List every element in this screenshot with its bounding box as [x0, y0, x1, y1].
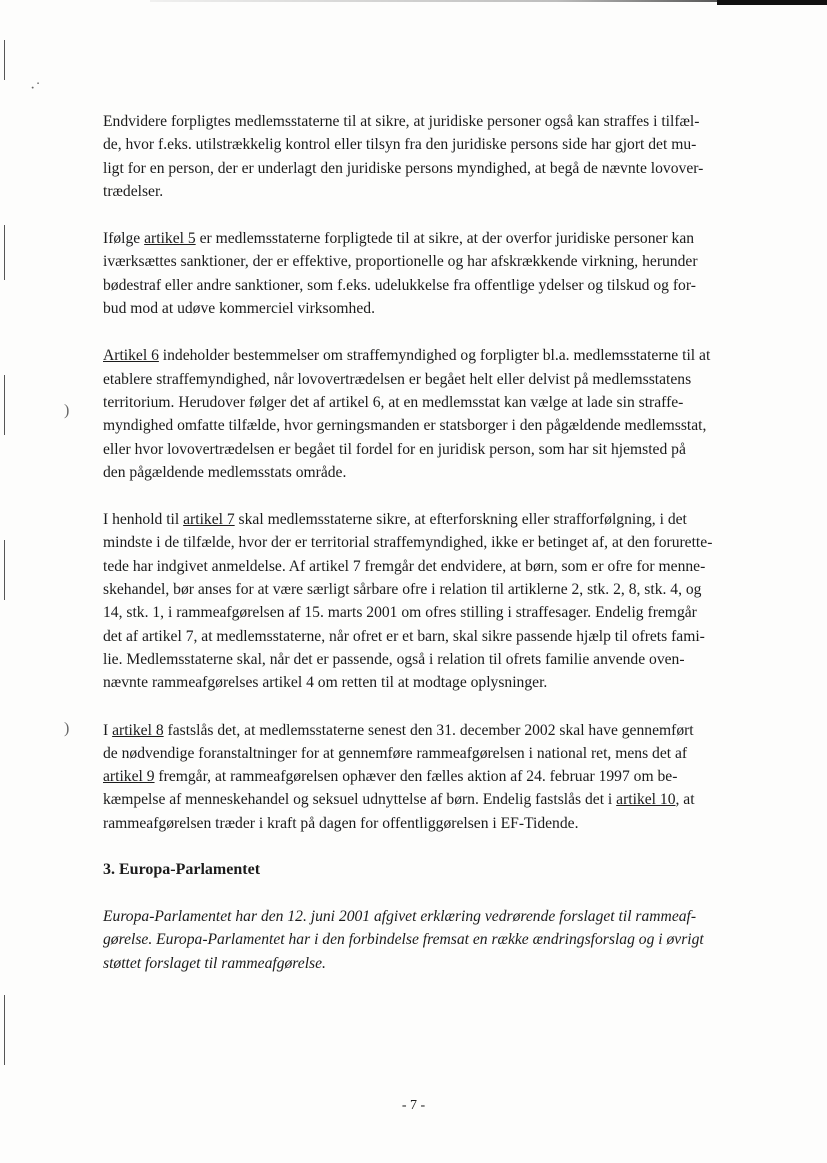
text-run: , at — [675, 791, 695, 809]
text-run: lie. Medlemsstaterne skal, når det er passende, også i relation til ofrets familie anvende oven- — [103, 650, 685, 668]
text-run: myndighed omfatte tilfælde, hvor gerningsmanden er statsborger i den pågældende medlemsstat, — [103, 417, 707, 435]
text-run: territorium. Herudover følger det af artikel 6, at en medlemsstat kan vælge at lade sin straffe- — [103, 393, 684, 411]
text-run: kæmpelse af menneskehandel og seksuel udnyttelse af børn. Endelig fastslås det i — [103, 791, 617, 809]
text-run: de nødvendige foranstaltninger for at gennemføre rammeafgørelsen i national ret, mens det af — [103, 744, 688, 762]
text-line — [103, 625, 763, 648]
text-line — [103, 905, 763, 928]
article-reference: artikel 7 — [183, 511, 235, 529]
text-line — [103, 601, 763, 624]
text-line — [103, 531, 763, 554]
text-line — [103, 110, 763, 133]
text-run: I henhold til — [103, 511, 184, 529]
text-run: skehandel, bør anses for at være særligt sårbare ofre i relation til artiklerne 2, stk. 2, 8, stk. 4, og — [103, 581, 702, 599]
text-line — [103, 250, 763, 273]
text-run: det af artikel 7, at medlemsstaterne, når ofret er et barn, skal sikre passende hjælp til ofrets fami- — [103, 627, 705, 645]
scan-mark: ) — [64, 720, 70, 737]
text-run: Ifølge — [103, 230, 145, 248]
text-line — [103, 133, 763, 156]
text-run: gørelse. Europa-Parlamentet har i den forbindelse fremsat en række ændringsforslag og i øvrigt — [103, 931, 704, 949]
text-run: iværksættes sanktioner, der er effektive, proportionelle og har afskrækkende virkning, herunder — [103, 253, 698, 271]
article-reference: Artikel 6 — [103, 347, 159, 365]
top-scan-rule-thick — [717, 0, 827, 5]
text-line — [103, 671, 763, 694]
text-line — [103, 648, 763, 671]
text-run: støttet forslaget til rammeafgørelse. — [103, 954, 326, 972]
section-heading: 3. Europa-Parlamentet — [103, 861, 261, 879]
page-number: - 7 - — [401, 1098, 426, 1113]
text-line — [103, 274, 763, 297]
text-run: fremgår, at rammeafgørelsen ophæver den fælles aktion af 24. februar 1997 om be- — [154, 768, 678, 786]
text-run: eller hvor lovovertrædelsen er begået til fordel for en juridisk person, som har sit hjemsted på — [103, 440, 686, 458]
text-line — [103, 297, 763, 320]
article-reference: artikel 8 — [112, 721, 164, 739]
text-line — [103, 461, 763, 484]
text-line — [103, 438, 763, 461]
text-run: I — [103, 721, 113, 739]
text-line — [103, 391, 763, 414]
text-line — [103, 788, 763, 811]
text-run: etablere straffemyndighed, når lovovertrædelsen er begået helt eller delvist på medlemsstatens — [103, 370, 692, 388]
text-line — [103, 508, 763, 531]
body-paragraph — [103, 719, 763, 835]
text-line — [103, 157, 763, 180]
section-paragraph — [103, 905, 763, 975]
text-run: rammeafgørelsen træder i kraft på dagen for offentliggørelsen i EF-Tidende. — [103, 814, 579, 832]
text-run: Europa-Parlamentet har den 12. juni 2001 afgivet erklæring vedrørende forslaget til rammeaf- — [103, 908, 697, 926]
text-line — [103, 180, 763, 203]
scan-speck: ·˙ — [30, 80, 41, 97]
left-scan-edge — [4, 995, 5, 1065]
text-run: tede har indgivet anmeldelse. Af artikel 7 fremgår det endvidere, at børn, som er ofre for menne- — [103, 557, 706, 575]
text-line — [103, 344, 763, 367]
text-run: ligt for en person, der er underlagt den juridiske persons myndighed, at begå de nævnte lovover- — [103, 159, 704, 177]
text-line — [103, 952, 763, 975]
text-line — [103, 555, 763, 578]
text-line — [103, 928, 763, 951]
text-line — [103, 742, 763, 765]
text-line — [103, 227, 763, 250]
paragraph-list — [103, 110, 763, 835]
article-reference: artikel 10 — [616, 791, 676, 809]
left-scan-edge — [4, 225, 5, 280]
text-run: er medlemsstaterne forpligtede til at sikre, at der overfor juridiske personer kan — [195, 230, 695, 248]
body-paragraph — [103, 344, 763, 484]
text-run: trædelser. — [103, 182, 164, 200]
text-run: nævnte rammeafgørelses artikel 4 om retten til at modtage oplysninger. — [103, 674, 548, 692]
text-run: indeholder bestemmelser om straffemyndighed og forpligter bl.a. medlemsstaterne til at — [158, 347, 711, 365]
text-run: mindste i de tilfælde, hvor der er territorial straffemyndighed, ikke er betinget af, at den forurette- — [103, 534, 713, 552]
text-run: fastslås det, at medlemsstaterne senest den 31. december 2002 skal have gennemført — [163, 721, 694, 739]
left-scan-edge — [4, 540, 5, 600]
text-run: Endvidere forpligtes medlemsstaterne til at sikre, at juridiske personer også kan straffes i tilfæl- — [103, 113, 700, 130]
body-paragraph — [103, 227, 763, 320]
text-line — [103, 719, 763, 742]
text-run: 14, stk. 1, i rammeafgørelsen af 15. marts 2001 om ofres stilling i straffesager. Endelig fremgår — [103, 604, 697, 622]
left-scan-edge — [4, 40, 5, 80]
text-line — [103, 578, 763, 601]
text-run: bud mod at udøve kommerciel virksomhed. — [103, 300, 375, 318]
text-run: skal medlemsstaterne sikre, at efterforskning eller strafforfølgning, i det — [234, 511, 687, 529]
text-line — [103, 765, 763, 788]
body-paragraph — [103, 508, 763, 694]
left-scan-edge — [4, 375, 5, 435]
body-paragraph — [103, 110, 763, 203]
document-body — [103, 110, 763, 999]
text-line — [103, 368, 763, 391]
text-run: de, hvor f.eks. utilstrækkelig kontrol eller tilsyn fra den juridiske persons side har gjort det mu- — [103, 136, 697, 154]
article-reference: artikel 9 — [103, 768, 155, 786]
text-run: den pågældende medlemsstats område. — [103, 463, 347, 481]
text-line — [103, 812, 763, 835]
text-line — [103, 414, 763, 437]
scan-mark: ) — [64, 402, 70, 419]
article-reference: artikel 5 — [144, 230, 196, 248]
text-run: bødestraf eller andre sanktioner, som f.eks. udelukkelse fra offentlige ydelser og tilskud og for- — [103, 276, 696, 294]
